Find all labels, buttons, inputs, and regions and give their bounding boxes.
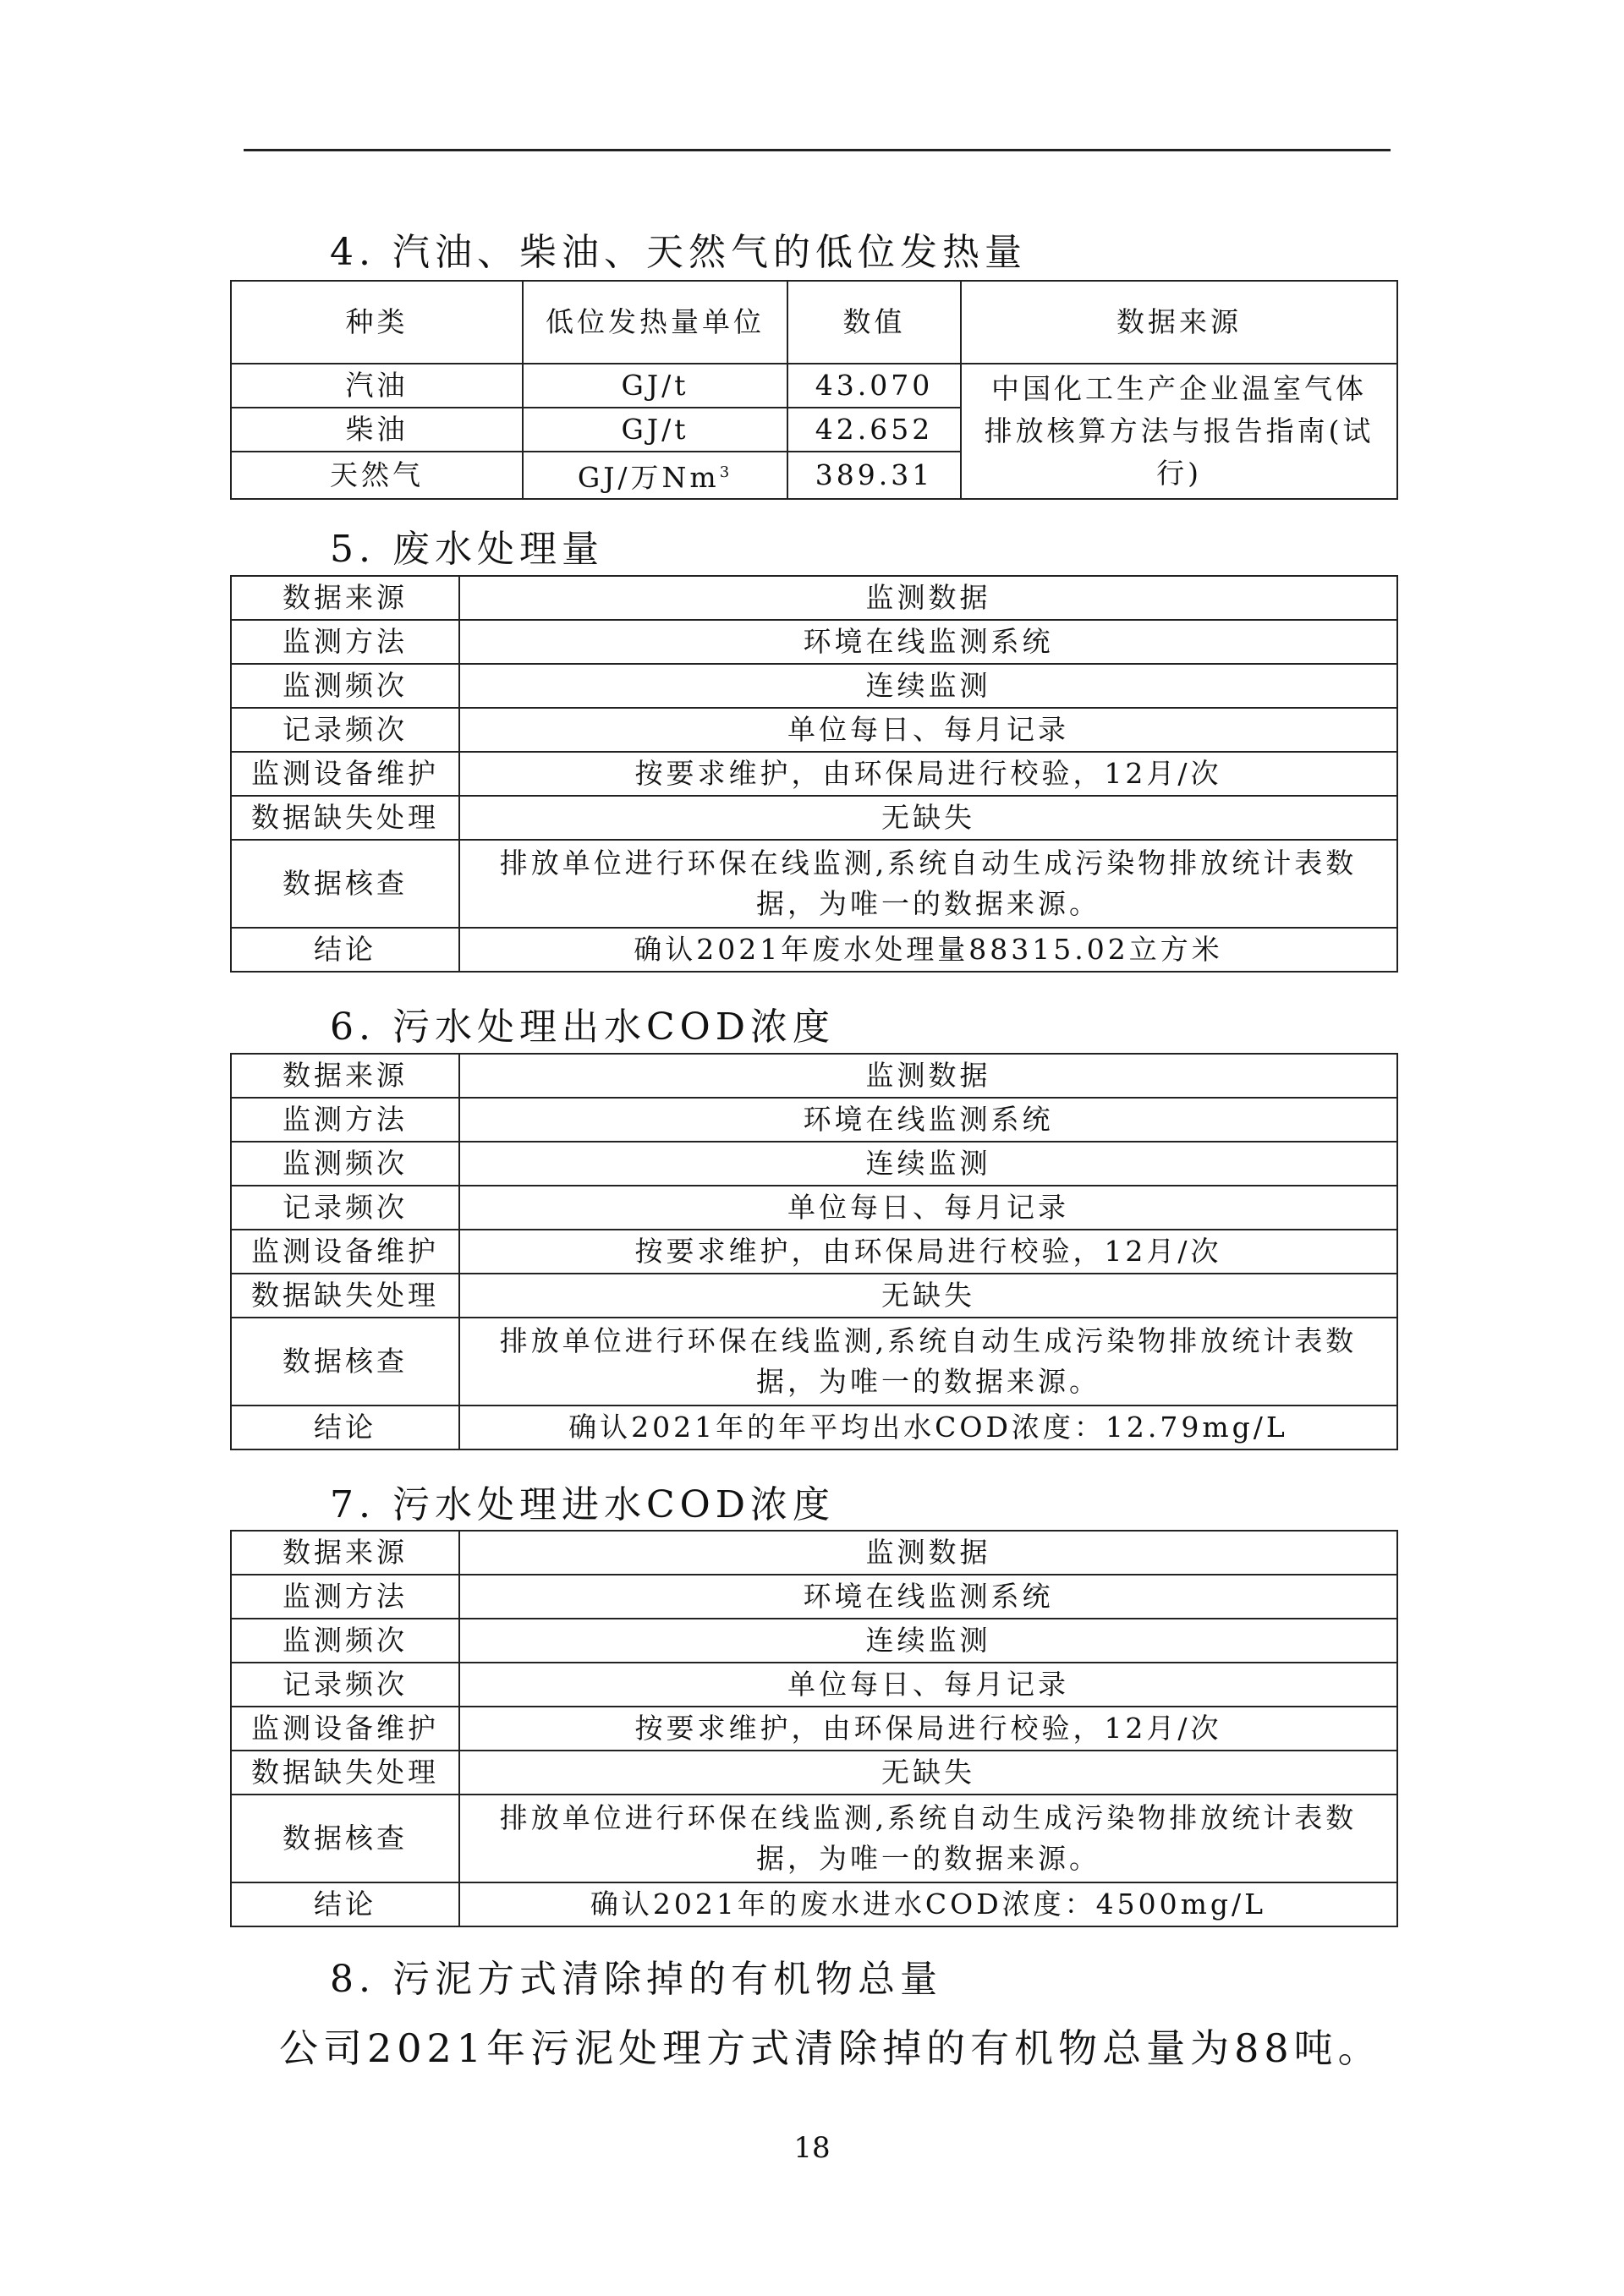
row-label: 记录频次: [231, 708, 459, 752]
row-value: 排放单位进行环保在线监测,系统自动生成污染物排放统计表数据，为唯一的数据来源。: [459, 1318, 1397, 1406]
row-label: 数据核查: [231, 1795, 459, 1882]
effluent-cod-table: [230, 1053, 1398, 1450]
row-value: 确认2021年的废水进水COD浓度：4500mg/L: [459, 1882, 1397, 1926]
row-value: 单位每日、每月记录: [459, 708, 1397, 752]
row-label: 记录频次: [231, 1186, 459, 1230]
row-label: 监测设备维护: [231, 752, 459, 796]
header-value: 数值: [787, 281, 961, 364]
table-row: [231, 840, 1397, 928]
row-value: 排放单位进行环保在线监测,系统自动生成污染物排放统计表数据，为唯一的数据来源。: [459, 840, 1397, 928]
row-label: 结论: [231, 1882, 459, 1926]
table-row: [231, 1054, 1397, 1098]
row-value: 连续监测: [459, 1619, 1397, 1663]
row-label: 数据来源: [231, 576, 459, 620]
table-row: [231, 1142, 1397, 1186]
row-value: 按要求维护，由环保局进行校验，12月/次: [459, 1230, 1397, 1274]
table-row: [231, 664, 1397, 708]
influent-cod-table: [230, 1530, 1398, 1927]
table-row: [231, 1531, 1397, 1575]
header-source: 数据来源: [961, 281, 1397, 364]
header-rule: [244, 149, 1391, 151]
row-value: 确认2021年废水处理量88315.02立方米: [459, 928, 1397, 972]
cell-unit: [523, 452, 787, 499]
table-row: [231, 752, 1397, 796]
row-label: 监测方法: [231, 1098, 459, 1142]
row-label: 数据缺失处理: [231, 1274, 459, 1318]
table-row: [231, 620, 1397, 664]
row-value: 无缺失: [459, 1274, 1397, 1318]
table-row: [231, 1751, 1397, 1795]
table-row: [231, 1274, 1397, 1318]
row-value: 环境在线监测系统: [459, 1098, 1397, 1142]
section-8-paragraph: 公司2021年污泥处理方式清除掉的有机物总量为88吨。: [279, 2025, 1382, 2071]
table-row: [231, 1663, 1397, 1707]
row-label: 数据来源: [231, 1054, 459, 1098]
row-value: 连续监测: [459, 664, 1397, 708]
cell-unit: GJ/t: [523, 408, 787, 452]
section-6-heading: 6. 污水处理出水COD浓度: [330, 1006, 835, 1049]
row-label: 数据核查: [231, 840, 459, 928]
row-label: 结论: [231, 1406, 459, 1449]
table-row: [231, 1098, 1397, 1142]
section-5-heading: 5. 废水处理量: [330, 528, 604, 571]
row-label: 监测方法: [231, 1575, 459, 1619]
table-row: [231, 928, 1397, 972]
row-label: 记录频次: [231, 1663, 459, 1707]
table-row: [231, 796, 1397, 840]
table-row: [231, 708, 1397, 752]
row-value: 无缺失: [459, 1751, 1397, 1795]
header-unit: 低位发热量单位: [523, 281, 787, 364]
table-row: [231, 1619, 1397, 1663]
row-value: 排放单位进行环保在线监测,系统自动生成污染物排放统计表数据，为唯一的数据来源。: [459, 1795, 1397, 1882]
row-value: 按要求维护，由环保局进行校验，12月/次: [459, 752, 1397, 796]
row-label: 监测方法: [231, 620, 459, 664]
section-4-heading: 4. 汽油、柴油、天然气的低位发热量: [330, 231, 1027, 274]
table-header-row: [231, 281, 1397, 364]
row-value: 监测数据: [459, 1054, 1397, 1098]
heating-value-table: [230, 280, 1398, 500]
row-label: 数据缺失处理: [231, 1751, 459, 1795]
table-row: [231, 1230, 1397, 1274]
row-value: 单位每日、每月记录: [459, 1663, 1397, 1707]
section-8-heading: 8. 污泥方式清除掉的有机物总量: [330, 1958, 942, 2001]
page-number: 18: [793, 2131, 831, 2165]
row-value: 确认2021年的年平均出水COD浓度：12.79mg/L: [459, 1406, 1397, 1449]
row-label: 数据来源: [231, 1531, 459, 1575]
row-value: 单位每日、每月记录: [459, 1186, 1397, 1230]
section-7-heading: 7. 污水处理进水COD浓度: [330, 1483, 835, 1526]
row-value: 连续监测: [459, 1142, 1397, 1186]
row-label: 监测频次: [231, 1142, 459, 1186]
row-value: 无缺失: [459, 796, 1397, 840]
table-row: [231, 1882, 1397, 1926]
table-row: [231, 1186, 1397, 1230]
row-value: 监测数据: [459, 1531, 1397, 1575]
row-value: 环境在线监测系统: [459, 1575, 1397, 1619]
row-value: 环境在线监测系统: [459, 620, 1397, 664]
table-row: [231, 1318, 1397, 1406]
cell-value: 43.070: [787, 364, 961, 408]
wastewater-volume-table: [230, 575, 1398, 973]
row-label: 监测设备维护: [231, 1707, 459, 1751]
table-row: [231, 1707, 1397, 1751]
cell-kind: 天然气: [231, 452, 523, 499]
cell-unit: GJ/t: [523, 364, 787, 408]
row-label: 数据核查: [231, 1318, 459, 1406]
row-label: 数据缺失处理: [231, 796, 459, 840]
table-row: [231, 1795, 1397, 1882]
row-label: 监测频次: [231, 664, 459, 708]
table-row: [231, 1406, 1397, 1449]
row-value: 监测数据: [459, 576, 1397, 620]
unit-superscript: 3: [719, 463, 733, 481]
table-row: [231, 1575, 1397, 1619]
table-row: [231, 364, 1397, 408]
row-label: 监测频次: [231, 1619, 459, 1663]
row-label: 结论: [231, 928, 459, 972]
cell-source: 中国化工生产企业温室气体排放核算方法与报告指南(试行): [961, 364, 1397, 499]
row-value: 按要求维护，由环保局进行校验，12月/次: [459, 1707, 1397, 1751]
cell-value: 42.652: [787, 408, 961, 452]
row-label: 监测设备维护: [231, 1230, 459, 1274]
unit-text: GJ/万Nm: [577, 461, 720, 494]
table-row: [231, 576, 1397, 620]
cell-kind: 汽油: [231, 364, 523, 408]
header-kind: 种类: [231, 281, 523, 364]
cell-value: 389.31: [787, 452, 961, 499]
cell-kind: 柴油: [231, 408, 523, 452]
